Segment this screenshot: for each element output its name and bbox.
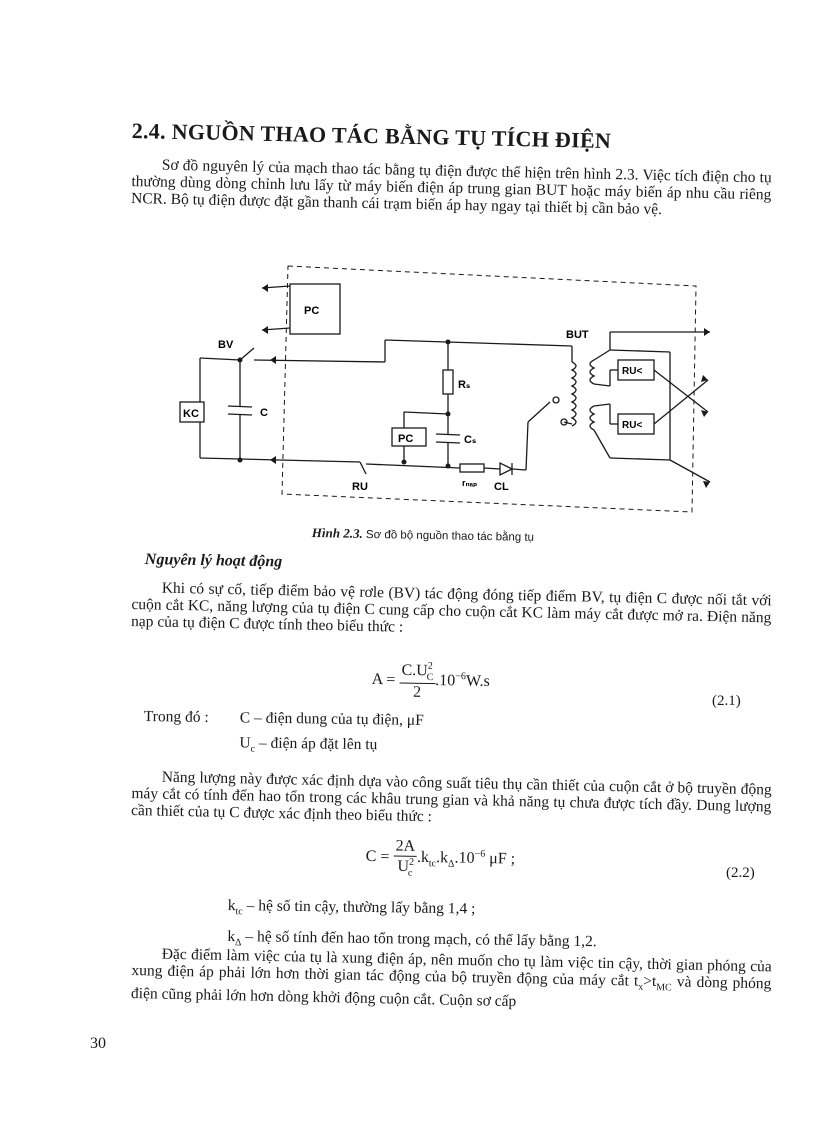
label-but: BUT bbox=[566, 329, 589, 341]
label-cl: CL bbox=[494, 481, 509, 493]
paragraph-1: Khi có sự cố, tiếp điểm bảo vệ rơle (BV) tác động đóng tiếp điểm BV, tụ điện C được nối tắt với cuộn cắt KC, năng lượng của tụ điện C cung cấp cho cuộn cắt KC làm máy cắt được mở ra. Điện năng nạp của tụ điện C được tính theo biểu thức : bbox=[130, 579, 772, 636]
label-pc-mid: PC bbox=[398, 433, 414, 445]
subheading: Nguyên lý hoạt động bbox=[144, 551, 283, 571]
section-heading: 2.4. NGUỒN THAO TÁC BẰNG TỤ TÍCH ĐIỆN bbox=[131, 118, 612, 154]
figure-number: Hình 2.3. bbox=[311, 525, 363, 541]
equation-number-2-2: (2.2) bbox=[726, 865, 755, 881]
equation-2-2: C = $\frac{2A}{U^2_c}$ $.k_{tc}.k_\Delta.10^{-6}$ μF ; bbox=[365, 837, 516, 879]
label-cs: Cₛ bbox=[464, 434, 477, 446]
label-bv: BV bbox=[218, 339, 234, 351]
label-rs: Rₛ bbox=[458, 379, 471, 391]
where-definitions bbox=[143, 704, 424, 764]
ktc-definition: $k_{tc}$ – hệ số tin cậy, thường lấy bằng 1,4 ; bbox=[227, 896, 476, 918]
figure-caption-text: Sơ đồ bộ nguồn thao tác bằng tụ bbox=[365, 528, 535, 544]
label-pc-top: PC bbox=[304, 305, 320, 317]
label-c: C bbox=[260, 407, 268, 419]
dashed-boundary bbox=[282, 266, 696, 512]
paragraph-2: Năng lượng này được xác định dựa vào công suất tiêu thụ cần thiết của cuộn cắt ở bộ truyền động máy cắt có tính đến hao tổn trong các khâu trung gian và khả năng tụ chưa được tích đầy. Dung lượng cần thiết của tụ C được xác định theo biểu thức : bbox=[130, 768, 772, 826]
page-number: 30 bbox=[90, 1035, 106, 1052]
figure-caption bbox=[312, 525, 652, 547]
equation-2-1: A = $\frac{C.U^2_C}{2}$ $.10^{-6}W.s$ bbox=[371, 660, 490, 701]
circuit-diagram bbox=[170, 262, 730, 520]
kdelta-definition: $k_\Delta$ – hệ số tính đến hao tổn trong mạch, có thể lấy bằng 1,2. bbox=[227, 928, 597, 951]
paragraph-3: Đặc điểm làm việc của tụ là xung điện áp, nên muốn cho tụ làm việc tin cậy, thời gian phóng của xung điện áp phải lớn hơn thời gian tác động của bộ truyền động của máy cắt $t_x>t_{MC}$ và dòng phóng điện cũng phải lớn hơn dòng khởi động cuộn cắt. Cuộn sơ cấp bbox=[130, 945, 772, 1011]
where-line-c: Trong đó : C – điện dung của tụ điện, μF bbox=[143, 707, 424, 729]
label-rnap: rₙₐₚ bbox=[462, 478, 478, 488]
diode-cl bbox=[500, 463, 512, 475]
label-kc: KC bbox=[183, 408, 199, 420]
equation-number-2-1: (2.1) bbox=[712, 693, 741, 709]
resistor-rs bbox=[443, 370, 453, 394]
intro-paragraph: Sơ đồ nguyên lý của mạch thao tác bằng tụ điện được thể hiện trên hình 2.3. Việc tích điện cho tụ thường dùng dòng chỉnh lưu lấy từ máy biến điện áp trung gian BUT hoặc máy biến áp nhu cầu riêng NCR. Bộ tụ điện được đặt gần thanh cái trạm biến áp hay ngay tại thiết bị cần bảo vệ. bbox=[130, 156, 772, 219]
resistor-rnap bbox=[460, 464, 484, 472]
where-line-u: $U_c$ – điện áp đặt lên tụ bbox=[239, 734, 378, 755]
label-ru-lt-1: RU< bbox=[622, 366, 643, 377]
but-primary-winding bbox=[572, 362, 576, 426]
label-ru: RU bbox=[352, 481, 368, 493]
label-ru-lt-2: RU< bbox=[622, 420, 643, 431]
